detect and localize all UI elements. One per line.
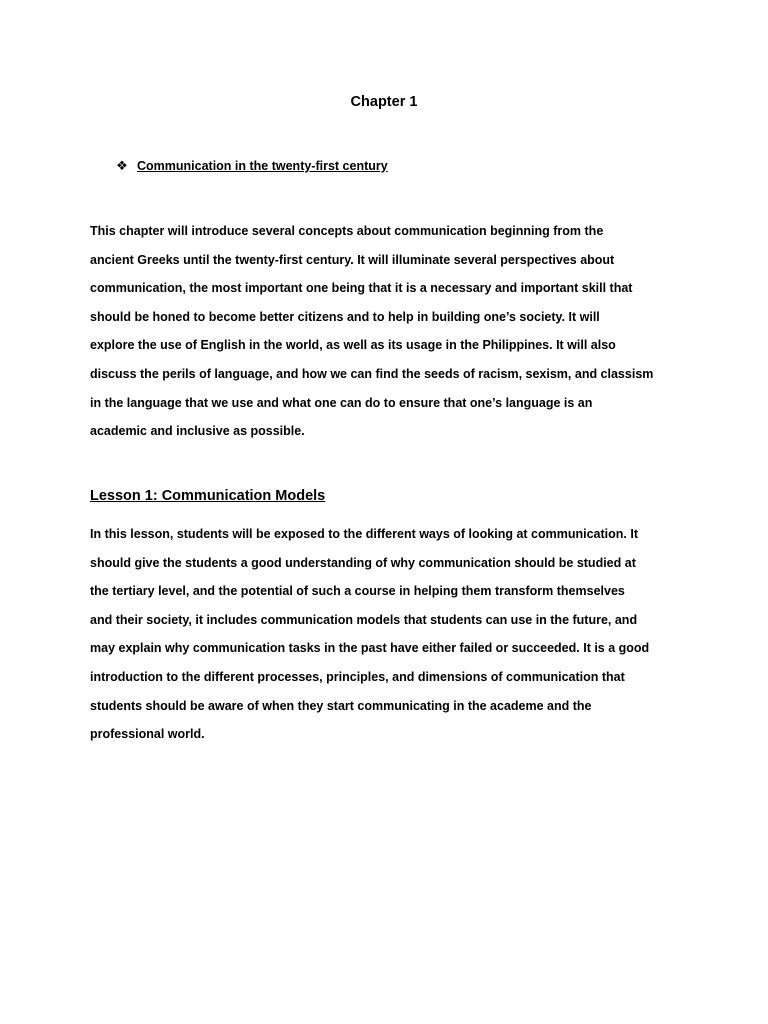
section-heading: Communication in the twenty-first century <box>137 159 388 173</box>
paragraph-line: discuss the perils of language, and how we can find the seeds of racism, sexism, and classism <box>90 366 654 381</box>
paragraph-line: in the language that we use and what one can do to ensure that one’s language is an <box>90 395 593 410</box>
paragraph-line: should give the students a good understanding of why communication should be studied at <box>90 555 636 570</box>
paragraph-line: professional world. <box>90 727 205 742</box>
paragraph-line: students should be aware of when they start communicating in the academe and the <box>90 698 592 713</box>
lesson-title: Lesson 1: Communication Models <box>90 488 326 504</box>
paragraph-line: This chapter will introduce several concepts about communication beginning from the <box>90 224 604 238</box>
paragraph-line: In this lesson, students will be exposed to the different ways of looking at communication. It <box>90 527 638 541</box>
paragraph-line: may explain why communication tasks in the past have either failed or succeeded. It is a good <box>90 641 650 656</box>
chapter-title: Chapter 1 <box>350 94 418 110</box>
paragraph-line: academic and inclusive as possible. <box>90 424 305 439</box>
section-heading-row <box>116 158 388 174</box>
lesson-paragraph <box>90 520 690 749</box>
paragraph-line: should be honed to become better citizens and to help in building one’s society. It will <box>90 309 600 324</box>
paragraph-line: communication, the most important one being that it is a necessary and important skill that <box>90 281 633 296</box>
paragraph-line: the tertiary level, and the potential of such a course in helping them transform themselves <box>90 584 625 599</box>
intro-paragraph <box>90 217 690 446</box>
paragraph-line: introduction to the different processes, principles, and dimensions of communication that <box>90 669 625 684</box>
paragraph-line: and their society, it includes communication models that students can use in the future, and <box>90 612 638 627</box>
diamond-bullet-icon: ❖ <box>116 158 128 173</box>
paragraph-line: ancient Greeks until the twenty-first century. It will illuminate several perspectives about <box>90 252 615 267</box>
paragraph-line: explore the use of English in the world, as well as its usage in the Philippines. It will also <box>90 338 616 353</box>
